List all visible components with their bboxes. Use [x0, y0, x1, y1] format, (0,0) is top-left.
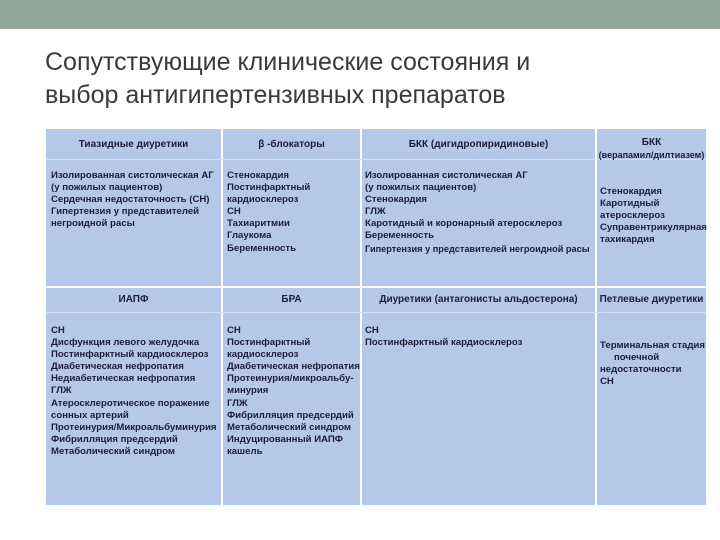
list-item: Изолированная систолическая АГ	[365, 170, 528, 181]
list-item: кашель	[227, 445, 263, 457]
column-divider	[221, 129, 223, 505]
list-item: Диабетическая нефропатия	[227, 361, 360, 373]
list-item: Стенокардия	[365, 194, 427, 206]
list-item: Метаболический синдром	[51, 445, 175, 457]
list-item: Каротидный	[600, 198, 660, 210]
column-divider	[360, 129, 362, 505]
list-item: Глаукома	[227, 230, 272, 242]
header-thiazide-diuretics: Тиазидные диуретики	[78, 139, 189, 150]
list-item: ГЛЖ	[227, 397, 248, 409]
list-item: Беременность	[227, 242, 296, 254]
header-ace-inhibitors: ИАПФ	[118, 294, 149, 305]
column-divider	[595, 129, 597, 505]
header-ccb-verapamil: БКК (верапамил/дилтиазем)	[598, 137, 705, 160]
slide-title-line-1: Сопутствующие клинические состояния и	[45, 48, 531, 76]
list-item: СН	[365, 325, 379, 336]
list-item: атеросклероз	[600, 210, 665, 222]
list-item: Гипертензия у представителей	[51, 206, 200, 218]
list-item: негроидной расы	[51, 218, 135, 230]
list-item: Каротидный и коронарный атеросклероз	[365, 218, 563, 230]
list-item: Дисфункция левого желудочка	[51, 337, 200, 349]
list-item: Фибрилляция предсердий	[51, 433, 178, 445]
list-item: ГЛЖ	[365, 206, 386, 218]
cell-ccb-verapamil-indications	[600, 186, 707, 246]
header-ccb-dihydropyridine: БКК (дигидропиридиновые)	[408, 139, 549, 150]
cell-beta-blocker-indications	[227, 170, 310, 255]
cell-aldosterone-antagonist-indications	[365, 325, 522, 349]
list-item: Протеинурия/микроальбу-	[227, 373, 354, 385]
cell-thiazide-indications	[51, 170, 214, 230]
list-item: СН	[51, 325, 65, 336]
list-item: минурия	[227, 385, 269, 397]
list-item: сонных артерий	[51, 409, 129, 421]
list-item: СН	[227, 206, 241, 218]
header-underline	[46, 312, 706, 313]
cell-loop-diuretic-indications	[600, 340, 705, 388]
list-item: Метаболический синдром	[227, 421, 351, 433]
header-arb: БРА	[281, 294, 302, 305]
list-item: (у пожилых пациентов)	[365, 182, 477, 194]
list-item: Постинфарктный кардиосклероз	[51, 349, 209, 361]
slide-title	[45, 46, 685, 112]
list-item: Протеинурия/Микроальбуминурия	[51, 421, 217, 433]
list-item: Атеросклеротическое поражение	[51, 397, 210, 409]
list-item: Беременность	[365, 230, 434, 242]
header-aldosterone-antagonists: Диуретики (антагонисты альдостерона)	[379, 294, 578, 305]
cell-arb-indications	[227, 325, 360, 458]
cell-ccb-dihydropyridine-indications	[365, 170, 590, 255]
top-accent-bar	[0, 0, 720, 29]
header-beta-blockers: β -блокаторы	[258, 139, 325, 150]
list-item: Постинфарктный	[227, 182, 311, 194]
list-item: Суправентрикулярная	[600, 222, 707, 234]
list-item: Стенокардия	[600, 186, 662, 197]
list-item: СН	[227, 325, 241, 336]
list-item: Фибрилляция предсердий	[227, 409, 354, 421]
header-loop-diuretics: Петлевые диуретики	[599, 294, 704, 305]
list-item: кардиосклероз	[227, 349, 299, 361]
list-item: (у пожилых пациентов)	[51, 182, 163, 194]
list-item: Тахиаритмии	[227, 218, 290, 230]
list-item: Гипертензия у представителей негроидной расы	[365, 243, 590, 254]
list-item: ГЛЖ	[51, 385, 72, 397]
list-item: Индуцированный ИАПФ	[227, 433, 343, 445]
list-item: Терминальная стадия	[600, 340, 705, 351]
cell-ace-inhibitor-indications	[51, 325, 216, 458]
list-item: Диабетическая нефропатия	[51, 361, 184, 373]
list-item: Постинфарктный кардиосклероз	[365, 337, 523, 349]
list-item: Изолированная систолическая АГ	[51, 170, 214, 181]
list-item: недостаточности	[600, 364, 682, 376]
drug-selection-table	[45, 129, 706, 505]
slide-title-line-2: выбор антигипертензивных препаратов	[45, 81, 506, 109]
list-item: тахикардия	[600, 234, 655, 246]
list-item: кардиосклероз	[227, 194, 299, 206]
list-item: Стенокардия	[227, 170, 289, 181]
list-item: СН	[600, 376, 614, 388]
list-item: Сердечная недостаточность (СН)	[51, 194, 210, 206]
row-divider	[46, 286, 706, 288]
list-item: Недиабетическая нефропатия	[51, 373, 196, 385]
list-item: Постинфарктный	[227, 337, 311, 349]
list-item: почечной	[614, 352, 660, 364]
header-ccb-verapamil-sub: (верапамил/дилтиазем)	[598, 150, 705, 160]
